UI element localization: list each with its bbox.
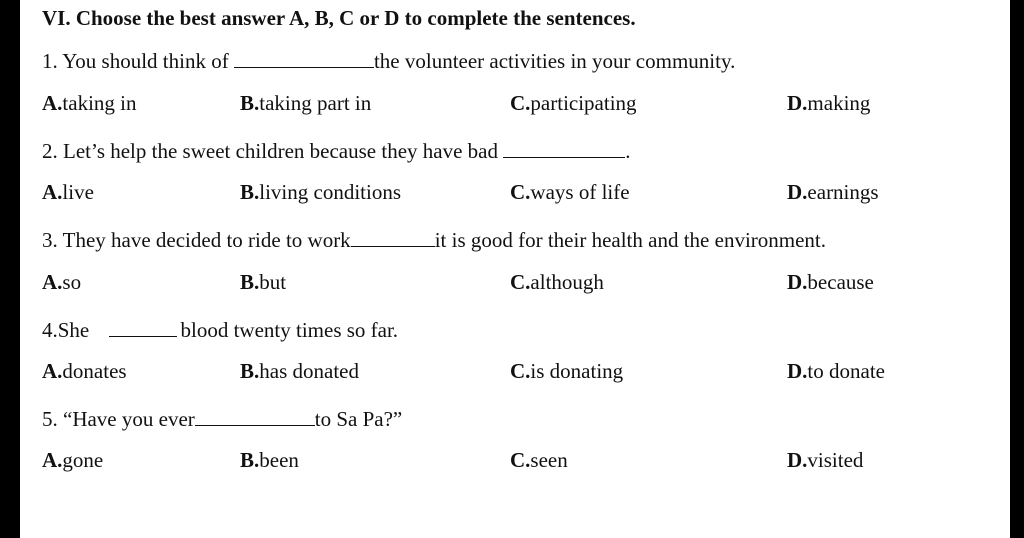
question-4-blank <box>109 315 177 337</box>
question-4-before: 4.She <box>42 318 95 342</box>
question-2-before: 2. Let’s help the sweet children because they have bad <box>42 139 504 163</box>
question-4 <box>42 315 398 343</box>
question-5-blank <box>195 404 315 426</box>
question-1 <box>42 46 735 74</box>
question-5-option-b: B.been <box>240 448 299 472</box>
question-3-option-d: D.because <box>787 270 874 294</box>
question-3-blank <box>351 225 435 247</box>
question-3-option-b: B.but <box>240 270 287 294</box>
question-2 <box>42 136 631 164</box>
question-4-after: blood twenty times so far. <box>180 318 399 342</box>
question-5-option-c: C.seen <box>510 448 568 472</box>
question-1-option-d: D.making <box>787 91 871 115</box>
question-2-after: . <box>625 139 631 163</box>
question-3-option-a: A.so <box>42 270 82 294</box>
question-1-option-a: A.taking in <box>42 91 137 115</box>
question-1-before: 1. You should think of <box>42 49 234 73</box>
question-4-option-a: A.donates <box>42 359 127 383</box>
question-2-option-b: B.living conditions <box>240 180 402 204</box>
question-5-option-a: A.gone <box>42 448 104 472</box>
question-1-option-b: B.taking part in <box>240 91 372 115</box>
question-3-before: 3. They have decided to ride to work <box>42 228 351 252</box>
question-1-blank <box>234 46 374 68</box>
question-1-option-c: C.participating <box>510 91 637 115</box>
question-2-option-d: D.earnings <box>787 180 879 204</box>
question-5 <box>42 404 402 432</box>
question-5-option-d: D.visited <box>787 448 864 472</box>
question-2-option-a: A.live <box>42 180 94 204</box>
question-5-after: to Sa Pa?” <box>314 407 403 431</box>
question-4-option-b: B.has donated <box>240 359 359 383</box>
question-2-blank <box>503 136 625 158</box>
question-2-option-c: C.ways of life <box>510 180 630 204</box>
worksheet-page <box>20 0 1010 538</box>
question-4-option-d: D.to donate <box>787 359 885 383</box>
question-3 <box>42 225 826 253</box>
question-1-after: the volunteer activities in your community. <box>373 49 736 73</box>
exercise-heading: VI. Choose the best answer A, B, C or D to complete the sentences. <box>42 6 636 30</box>
question-3-option-c: C.although <box>510 270 604 294</box>
question-3-after: it is good for their health and the environment. <box>434 228 827 252</box>
question-5-before: 5. “Have you ever <box>42 407 195 431</box>
question-4-option-c: C.is donating <box>510 359 624 383</box>
